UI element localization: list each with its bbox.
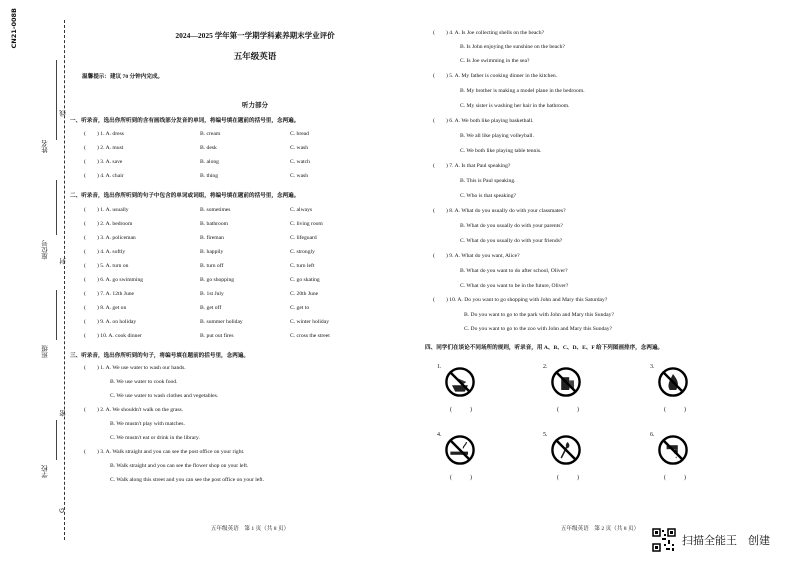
r-q10-b: B. Do you want to go to the park with John and Mary this Sunday? xyxy=(464,312,614,318)
s2-r7-c: C. 20th June xyxy=(290,291,319,297)
s2-r2-c: C. living room xyxy=(290,221,323,227)
s2-r1-b: B. sometimes xyxy=(200,207,231,213)
s1-r1-b: B. cream xyxy=(200,131,221,137)
s3-q1-b: B. We use water to cook food. xyxy=(110,379,178,385)
r-q7-c: C. Who is that speaking? xyxy=(460,193,516,199)
seat-line xyxy=(56,180,57,235)
name-line xyxy=(56,60,57,140)
s2-r6-c: C. go skating xyxy=(290,277,320,283)
label-school: 学校 xyxy=(41,465,49,478)
s2-r7-b: B. 1st July xyxy=(200,291,224,297)
r-q8-a: ( ) 8. A. What do you usually do with your classmates? xyxy=(433,208,566,214)
s3-q1-a: ( ) 1. A. We use water to wash our hands. xyxy=(84,365,186,371)
section1-heading: 一、听录音，选出你所听到的含有画线部分发音的单词，将编号填在题前的括号里，念两遍。 xyxy=(70,118,300,124)
s2-r4-c: C. strongly xyxy=(290,249,315,255)
qr-code-icon xyxy=(652,528,676,552)
r-q8-c: C. What do you usually do with your friends? xyxy=(460,238,563,244)
footer-left: 五年级英语 第 1 页（共 8 页） xyxy=(210,526,290,532)
s2-r6-b: B. go shopping xyxy=(200,277,235,283)
r-q4-a: ( ) 4. A. Is Joe collecting shells on the beach? xyxy=(433,30,545,36)
section2-heading: 二、听录音，选出你所听到的句子中包含的单词或词组，将编号填在题前的括号里，念两遍。 xyxy=(70,193,300,199)
exam-subtitle: 五年级英语 xyxy=(233,51,277,61)
r-q6-b: B. We all like playing volleyball. xyxy=(460,133,534,139)
s2-r1-c: C. always xyxy=(290,207,313,213)
s3-q1-c: C. We use water to wash clothes and vegetables. xyxy=(110,393,219,399)
cut-line xyxy=(64,20,65,540)
no-eating-icon xyxy=(444,366,476,398)
s2-r5-b: B. turn off xyxy=(200,263,224,269)
s2-r5-c: C. turn left xyxy=(290,263,315,269)
s1-r4-b: B. thing xyxy=(200,173,219,179)
r-q5-a: ( ) 5. A. My father is cooking dinner in the kitchen. xyxy=(433,73,558,79)
no-smoking-icon xyxy=(444,434,476,466)
section3-heading: 三、听录音，选出你所听到的句子，将编号填在题前的括号里，念两遍。 xyxy=(70,353,250,359)
s2-r5-a: ( ) 5. A. turn on xyxy=(84,263,129,269)
s1-r1-c: C. bread xyxy=(290,131,309,137)
sign6-number: 6. xyxy=(650,432,655,438)
sign2-number: 2. xyxy=(543,364,548,370)
mark-line: 线 xyxy=(59,110,67,117)
binding-margin xyxy=(0,0,70,561)
s1-r2-b: B. desk xyxy=(200,145,217,151)
s1-r2-c: C. wash xyxy=(290,145,309,151)
r-q10-a: ( ) 10. A. Do you want to go shopping with John and Mary this Saturday? xyxy=(433,297,608,303)
school-line xyxy=(56,420,57,460)
s2-r8-a: ( ) 8. A. get on xyxy=(84,305,127,311)
r-q6-c: C. We both like playing table tennis. xyxy=(460,148,542,154)
s1-r2-a: ( ) 2. A. must xyxy=(84,145,124,151)
sign3-number: 3. xyxy=(650,364,655,370)
r-q5-b: B. My brother is making a model plane in the bedroom. xyxy=(460,88,585,94)
no-water-tap-icon xyxy=(657,434,689,466)
s2-r10-b: B. put out fires xyxy=(200,333,234,339)
s3-q2-c: C. We mustn't eat or drink in the library. xyxy=(110,435,200,441)
r-q10-c: C. Do you want to go to the zoo with John and Mary this Sunday? xyxy=(464,326,613,332)
r-q6-a: ( ) 6. A. We both like playing basketball. xyxy=(433,118,534,124)
r-q9-a: ( ) 9. A. What do you want, Alice? xyxy=(433,253,520,259)
s3-q3-a: ( ) 3. A. Walk straight and you can see the post office on your right. xyxy=(84,449,245,455)
s1-r3-b: B. along xyxy=(200,159,219,165)
r-q4-c: C. Is Joe swimming in the sea? xyxy=(460,58,530,64)
exam-title: 2024—2025 学年第一学期学科素养期末学业评价 xyxy=(175,31,335,40)
s2-r3-c: C. lifeguard xyxy=(290,235,317,241)
footer-right: 五年级英语 第 2 页（共 8 页） xyxy=(560,526,640,532)
s2-r4-b: B. happily xyxy=(200,249,224,255)
mark-secret: 密 xyxy=(59,410,67,417)
s1-r4-c: C. wash xyxy=(290,173,309,179)
section4-heading: 四、同学们在谈论不同场所的规则，听录音，用 A、B、C、D、E、F 给下列图画排序，念两遍。 xyxy=(425,345,664,351)
s3-q3-c: C. Walk along this street and you can see the post office on your left. xyxy=(110,477,265,483)
r-q9-b: B. What do you want to do after school, Oliver? xyxy=(460,268,568,274)
r-q9-c: C. What do you want to be in the future, Oliver? xyxy=(460,283,569,289)
class-line xyxy=(56,290,57,340)
s2-r6-a: ( ) 6. A. go swimming xyxy=(84,277,144,283)
s2-r9-c: C. winter holiday xyxy=(290,319,329,325)
r-q8-b: B. What do you usually do with your parents? xyxy=(460,223,563,229)
mark-seal: 封 xyxy=(59,258,67,265)
label-seat: 座位号 xyxy=(41,240,49,260)
sign6-blank: ( ) xyxy=(664,475,686,481)
no-drinking-icon xyxy=(550,366,582,398)
s2-r7-a: ( ) 7. A. 12th June xyxy=(84,291,135,297)
r-q7-a: ( ) 7. A. Is that Paul speaking? xyxy=(433,163,511,169)
s2-r2-b: B. bathroom xyxy=(200,221,228,227)
r-q7-b: B. This is Paul speaking. xyxy=(460,178,516,184)
label-name: 姓名 xyxy=(41,140,49,153)
s2-r1-a: ( ) 1. A. usually xyxy=(84,207,129,213)
sign5-number: 5. xyxy=(543,432,548,438)
paper-code: CN21-008B xyxy=(10,8,18,49)
s3-q3-b: B. Walk straight and you can see the flower shop on your left. xyxy=(110,463,249,469)
mark-g: G xyxy=(58,508,66,514)
label-class: 班级 xyxy=(41,345,49,358)
s2-r8-c: C. get to xyxy=(290,305,310,311)
s2-r9-a: ( ) 9. A. on holiday xyxy=(84,319,137,325)
sign1-number: 1. xyxy=(437,364,442,370)
s3-q2-b: B. We mustn't play with matches. xyxy=(110,421,185,427)
tip-text: 温馨提示：建议 70 分钟内完成。 xyxy=(82,74,164,80)
sign5-blank: ( ) xyxy=(557,475,579,481)
r-q4-b: B. Is John enjoying the sunshine on the beach? xyxy=(460,44,565,50)
watermark-text: 扫描全能王 创建 xyxy=(682,534,770,547)
s3-q2-a: ( ) 2. A. We shouldn't walk on the grass. xyxy=(84,407,184,413)
s1-r3-c: C. watch xyxy=(290,159,310,165)
s2-r10-c: C. cross the street xyxy=(290,333,330,339)
s2-r10-a: ( ) 10. A. cook dinner xyxy=(84,333,142,339)
part-title: 听力部分 xyxy=(242,102,268,109)
s2-r3-a: ( ) 3. A. policeman xyxy=(84,235,136,241)
s2-r4-a: ( ) 4. A. softly xyxy=(84,249,126,255)
sign4-blank: ( ) xyxy=(450,475,472,481)
s2-r2-a: ( ) 2. A. bedroom xyxy=(84,221,133,227)
no-fire-icon xyxy=(657,366,689,398)
s2-r9-b: B. summer holiday xyxy=(200,319,243,325)
s1-r1-a: ( ) 1. A. dress xyxy=(84,131,124,137)
sign4-number: 4. xyxy=(437,432,442,438)
s1-r3-a: ( ) 3. A. save xyxy=(84,159,123,165)
s2-r8-b: B. get off xyxy=(200,305,222,311)
sign1-blank: ( ) xyxy=(450,407,472,413)
no-matches-icon xyxy=(550,434,582,466)
s1-r4-a: ( ) 4. A. chair xyxy=(84,173,124,179)
sign3-blank: ( ) xyxy=(664,407,686,413)
sign2-blank: ( ) xyxy=(557,407,579,413)
r-q5-c: C. My sister is washing her hair in the bathroom. xyxy=(460,103,570,109)
s2-r3-b: B. fireman xyxy=(200,235,224,241)
